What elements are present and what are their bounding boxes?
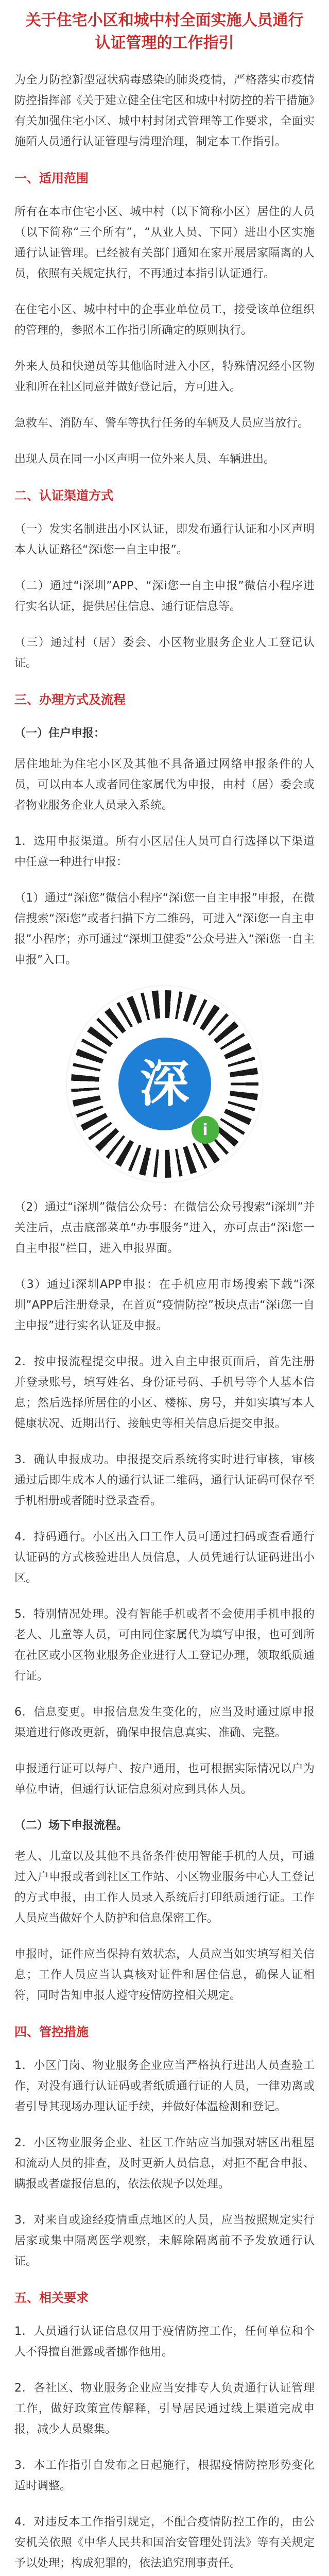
paragraph: 2．各社区、物业服务企业应当安排专人负责通行认证管理工作，做好政策宣传解释，引导居民通过线上渠道完成申报，减少人员聚集。 xyxy=(14,2382,315,2436)
mini-char: i xyxy=(202,1121,208,1139)
paragraph: 4．对违反本工作指引规定，不配合疫情防控工作的，由公安机关依照《中华人民共和国治安管理处罚法》等有关规定予以处理；构成犯罪的，依法追究刑事责任。 xyxy=(14,2516,315,2570)
paragraph: 居住地址为住宅小区及其他不具备通过网络申报条件的人员，可以由本人或者同住家属代为申报，由村（居）委会或者物业服务企业人员录入系统。 xyxy=(14,758,315,812)
subsection-heading: （二）场下申报流程。 xyxy=(14,1819,128,1832)
paragraph: 3．本工作指引自发布之日起施行，根据疫情防控形势变化适时调整。 xyxy=(14,2459,315,2493)
paragraph: 申报时，证件应当保持有效状态，人员应当如实填写相关信息；工作人员应当认真核对证件和居住信息，确保人证相符，同时告知申报人遵守疫情防控相关规定。 xyxy=(14,1948,315,2002)
paragraph: 申报通行证可以每户、按户通用，也可根据实际情况以户为单位申请，但通行认证信息须对应到具体人员。 xyxy=(14,1762,315,1796)
paragraph: 4．持码通行。小区出入口工作人员可通过扫码或查看通行认证码的方式核验进出人员信息，人员凭通行认证码进出小区。 xyxy=(14,1531,315,1585)
intro-paragraph: 为全力防控新型冠状病毒感染的肺炎疫情，严格落实市疫情防控指挥部《关于建立健全住宅区和城中村防控的若干措施》有关加强住宅小区、城中村封闭式管理等工作要求，全面实施陌人员通行认证管理与清理治理，制定本工作指引。 xyxy=(14,74,315,148)
qr-code-block xyxy=(14,986,315,1182)
section-heading: 一、适用范围 xyxy=(14,171,89,185)
paragraph: 3．确认申报成功。申报提交后系统将实时进行审核，审核通过后即生成本人的通行认证二维码，通行认证码可保存至手机相册或者随时登录查看。 xyxy=(14,1453,315,1507)
paragraph: 1．选用申报渠道。所有小区居住人员可自行选择以下渠道中任意一种进行申报： xyxy=(14,835,315,869)
paragraph: （二）通过“i深圳”APP、“深i您一自主申报”微信小程序进行实名认证，提供居住信息、通行证信息等。 xyxy=(14,580,315,613)
mini-program-qr-code[interactable] xyxy=(67,986,263,1182)
paragraph: 老人、儿童以及其他不具备条件使用智能手机的人员，可通过入户申报或者到社区工作站、小区物业服务中心人工登记的方式申报，由工作人员录入系统后打印纸质通行证。工作人员应当做好个人防护和信息保密工作。 xyxy=(14,1850,315,1925)
shenzhen-logo-icon xyxy=(118,1038,211,1130)
paragraph: （三）通过村（居）委会、小区物业服务企业人工登记认证。 xyxy=(14,636,315,670)
paragraph: 1．人员通行认证信息仅用于疫情防控工作，任何单位和个人不得擅自泄露或者挪作他用。 xyxy=(14,2325,315,2359)
paragraph: （2）通过“i深圳”微信公众号：在微信公众号搜索“i深圳”并关注后，点击底部菜单“办事服务”进入，亦可点击“深i您一自主申报”栏目，进入申报界面。 xyxy=(14,1201,315,1255)
paragraph: 2．按申报流程提交申报。进入自主申报页面后，首先注册并登录账号，填写姓名、身份证号码、手机号等个人基本信息；然后选择所居住的小区、楼栋、房号，并如实填写本人健康状况、近期出行、接触史等相关信息后提交申报。 xyxy=(14,1355,315,1430)
logo-char: 深 xyxy=(140,1055,189,1113)
paragraph: 2．小区物业服务企业、社区工作站应当加强对辖区出租屋和流动人员的排查，及时更新人员信息，对拒不配合申报、瞒报或者虚报信息的，依法依规予以处理。 xyxy=(14,2137,315,2191)
subsection-heading: （一）住户申报： xyxy=(14,727,106,740)
article-title xyxy=(14,0,315,55)
section-heading: 二、认证渠道方式 xyxy=(14,488,113,503)
paragraph: 1．小区门岗、物业服务企业应当严格执行进出人员查验工作，对没有通行认证码或者纸质通行证的人员，一律劝离或者引导其现场办理认证手续，并做好体温检测和登记。 xyxy=(14,2059,315,2113)
paragraph: 急救车、消防车、警车等执行任务的车辆及人员应当放行。 xyxy=(14,417,309,430)
section-heading: 四、管控措施 xyxy=(14,2025,89,2039)
paragraph: （1）通过“深i您”微信小程序“深i您一自主申报”申报，在微信搜索“深i您”或者扫描下方二维码，可进入“深i您一自主申报”小程序；亦可通过“深圳卫健委”公众号进入“深i您一自主申报”入口。 xyxy=(14,892,315,967)
paragraph: 所有在本市住宅小区、城中村（以下简称小区）居住的人员（以下简称“三个所有”，“从业人员、下同）进出小区实施通行认证管理。已经被有关部门通知在家开展居家隔离的人员，依照有关规定执行，不再通过本指引认证通行。 xyxy=(14,206,315,280)
paragraph: 出现人员在同一小区声明一位外来人员、车辆进出。 xyxy=(14,453,275,466)
paragraph: 外来人员和快递员等其他临时进入小区，特殊情况经小区物业和所在社区同意并做好登记后，方可进入。 xyxy=(14,360,315,394)
paragraph: （一）发实名制进出小区认证，即发布通行认证和小区声明本人认证路径“深i您一自主申报”。 xyxy=(14,523,315,556)
paragraph: 在住宅小区、城中村中的企事业单位员工，接受该单位组织的管理的，参照本工作指引所确定的原则执行。 xyxy=(14,303,315,337)
paragraph: （3）通过i深圳APP申报：在手机应用市场搜索下载“i深圳”APP后注册登录，在首页“疫情防控”板块点击“深i您一自主申报”进行实名认证及申报。 xyxy=(14,1278,315,1332)
title-line-1: 关于住宅小区和城中村全面实施人员通行 xyxy=(25,11,304,29)
paragraph: 5．特别情况处理。没有智能手机或者不会使用手机申报的老人、儿童等人员，可由同住家属代为填写申报，也可到所在社区或小区物业服务企业进行人工登记办理，领取纸质通行证。 xyxy=(14,1608,315,1683)
title-line-2: 认证管理的工作指引 xyxy=(95,34,234,52)
section-heading: 三、办理方式及流程 xyxy=(14,692,126,707)
section-heading: 五、相关要求 xyxy=(14,2291,89,2305)
paragraph: 3．对来自或途经疫情重点地区的人员，应当按照规定实行居家或集中隔离医学观察，未解除隔离前不予发放通行认证。 xyxy=(14,2214,315,2268)
paragraph: 6．信息变更。申报信息发生变化的，应当及时通过原申报渠道进行修改更新，确保申报信息真实、准确、完整。 xyxy=(14,1706,315,1739)
mini-program-icon xyxy=(192,1116,219,1144)
